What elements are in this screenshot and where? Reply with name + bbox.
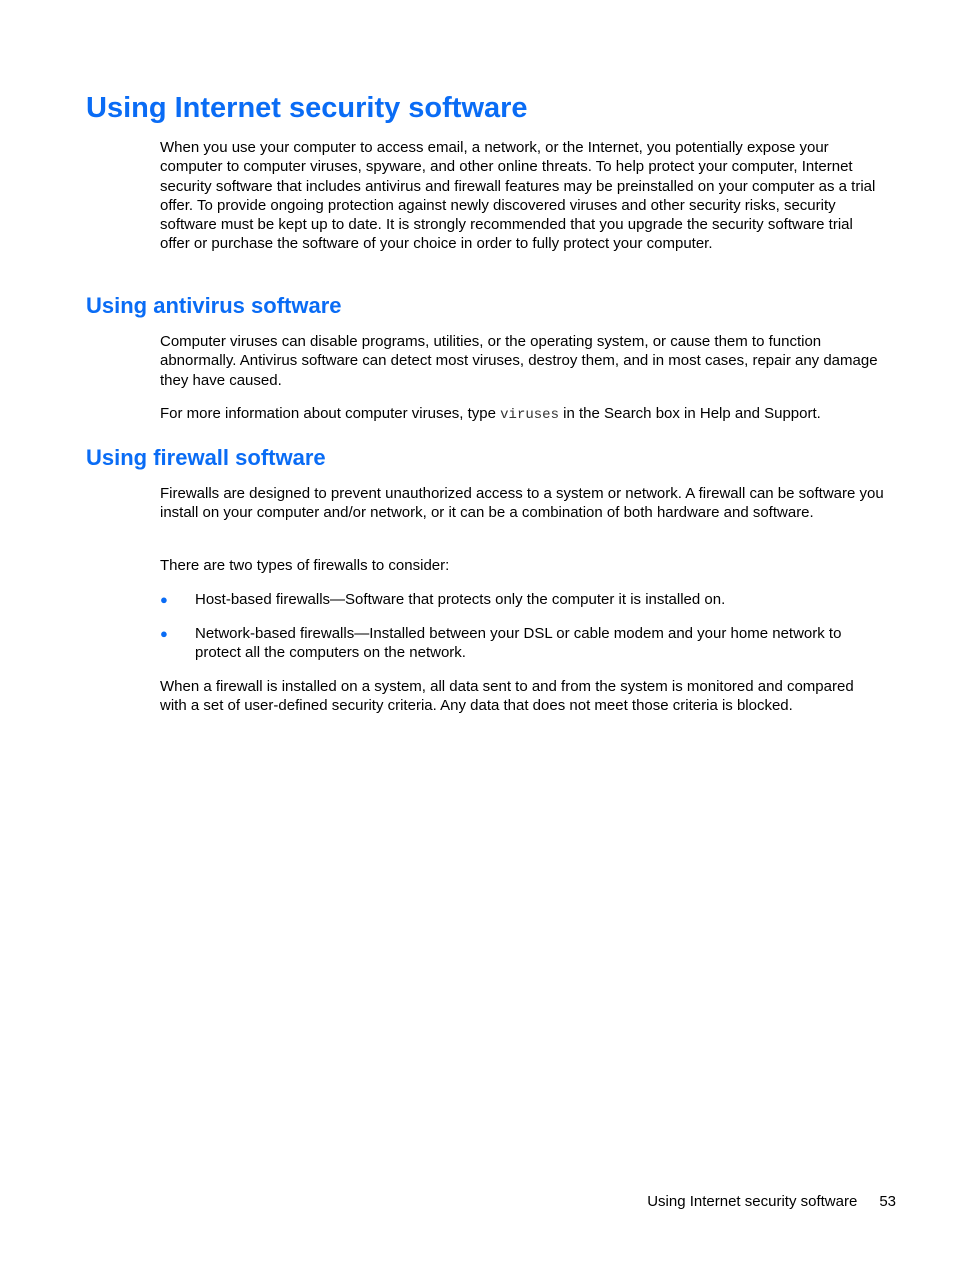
firewall-heading: Using firewall software [86, 445, 326, 470]
list-item-text: Network-based firewalls—Installed between your DSL or cable modem and your home network to protect all the computers on the network. [195, 625, 842, 662]
page-title: Using Internet security software [86, 92, 528, 124]
firewall-types-intro: There are two types of firewalls to consider: [160, 557, 450, 574]
page-footer [647, 1192, 896, 1211]
antivirus-info-text-before: For more information about computer viruses, type [160, 405, 501, 422]
bullet-dot-icon: ● [160, 592, 168, 607]
antivirus-paragraph: Computer viruses can disable programs, utilities, or the operating system, or cause them to function abnormally. Antivirus software can detect most viruses, destroy them, and in most cases, repair any damage they have caused. [160, 333, 878, 389]
firewall-closing-paragraph: When a firewall is installed on a system, all data sent to and from the system is monitored and compared with a set of user-defined security criteria. Any data that does not meet those criteria is blocked. [160, 678, 854, 715]
firewall-paragraph: Firewalls are designed to prevent unauthorized access to a system or network. A firewall can be software you install on your computer and/or network, or it can be a combination of both hardware and software. [160, 485, 884, 522]
antivirus-info-paragraph [160, 404, 884, 425]
antivirus-heading: Using antivirus software [86, 293, 342, 318]
footer-section-title: Using Internet security software [647, 1193, 858, 1210]
search-term-code: viruses [500, 407, 559, 423]
page-number: 53 [879, 1193, 896, 1210]
bullet-dot-icon: ● [160, 626, 168, 641]
antivirus-info-text-after: in the Search box in Help and Support. [558, 405, 821, 422]
list-item-text: Host-based firewalls—Software that protects only the computer it is installed on. [195, 591, 726, 608]
intro-paragraph: When you use your computer to access email, a network, or the Internet, you potentially expose your computer to computer viruses, spyware, and other online threats. To help protect your computer, Internet security software that includes antivirus and firewall features may be preinstalled on your computer as a trial offer. To provide ongoing protection against newly discovered viruses and other security risks, security software must be kept up to date. It is strongly recommended that you upgrade the security software trial offer or purchase the software of your choice in order to fully protect your computer. [160, 139, 876, 253]
